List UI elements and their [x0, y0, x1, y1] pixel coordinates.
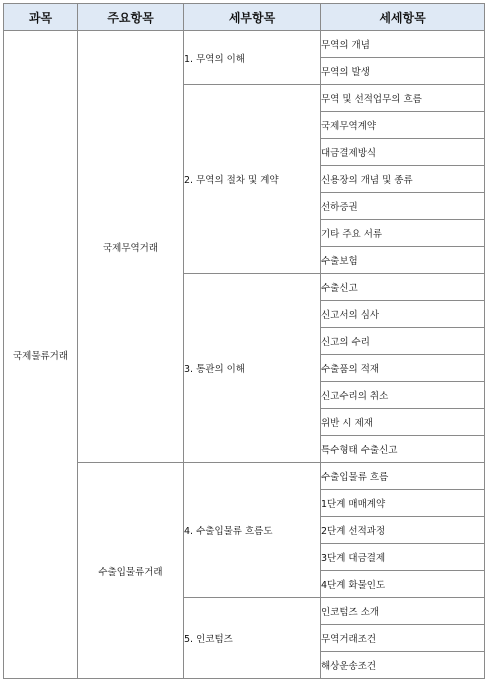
detail-item-cell: 특수형태 수출신고 — [321, 436, 485, 463]
detail-item-cell: 무역의 발생 — [321, 58, 485, 85]
detail-item-cell: 수출품의 적재 — [321, 355, 485, 382]
header-row — [4, 4, 485, 31]
curriculum-table — [3, 3, 485, 679]
sub-item-cell: 1. 무역의 이해 — [184, 31, 321, 85]
major-item-cell: 수출입물류거래 — [78, 463, 184, 679]
detail-item-cell: 인코텀즈 소개 — [321, 598, 485, 625]
detail-item-cell: 무역 및 선적업무의 흐름 — [321, 85, 485, 112]
sub-item-cell: 4. 수출입물류 흐름도 — [184, 463, 321, 598]
detail-item-cell: 3단계 대금결제 — [321, 544, 485, 571]
header-detail-item: 세세항목 — [321, 4, 485, 31]
sub-item-cell: 5. 인코텀즈 — [184, 598, 321, 679]
detail-item-cell: 신고의 수리 — [321, 328, 485, 355]
detail-item-cell: 무역거래조건 — [321, 625, 485, 652]
header-sub-item: 세부항목 — [184, 4, 321, 31]
detail-item-cell: 대금결제방식 — [321, 139, 485, 166]
detail-item-cell: 4단계 화물인도 — [321, 571, 485, 598]
detail-item-cell: 무역의 개념 — [321, 31, 485, 58]
table-body — [4, 31, 485, 679]
detail-item-cell: 선하증권 — [321, 193, 485, 220]
sub-item-cell: 2. 무역의 절차 및 계약 — [184, 85, 321, 274]
detail-item-cell: 국제무역계약 — [321, 112, 485, 139]
detail-item-cell: 기타 주요 서류 — [321, 220, 485, 247]
major-item-cell: 국제무역거래 — [78, 31, 184, 463]
detail-item-cell: 수출신고 — [321, 274, 485, 301]
detail-item-cell: 신고수리의 취소 — [321, 382, 485, 409]
table-row — [4, 31, 485, 58]
detail-item-cell: 해상운송조건 — [321, 652, 485, 679]
sub-item-cell: 3. 통관의 이해 — [184, 274, 321, 463]
detail-item-cell: 1단계 매매계약 — [321, 490, 485, 517]
detail-item-cell: 신용장의 개념 및 종류 — [321, 166, 485, 193]
detail-item-cell: 수출입물류 흐름 — [321, 463, 485, 490]
detail-item-cell: 수출보험 — [321, 247, 485, 274]
detail-item-cell: 위반 시 제재 — [321, 409, 485, 436]
detail-item-cell: 2단계 선적과정 — [321, 517, 485, 544]
header-major-item: 주요항목 — [78, 4, 184, 31]
detail-item-cell: 신고서의 심사 — [321, 301, 485, 328]
header-subject: 과목 — [4, 4, 78, 31]
subject-cell: 국제물류거래 — [4, 31, 78, 679]
